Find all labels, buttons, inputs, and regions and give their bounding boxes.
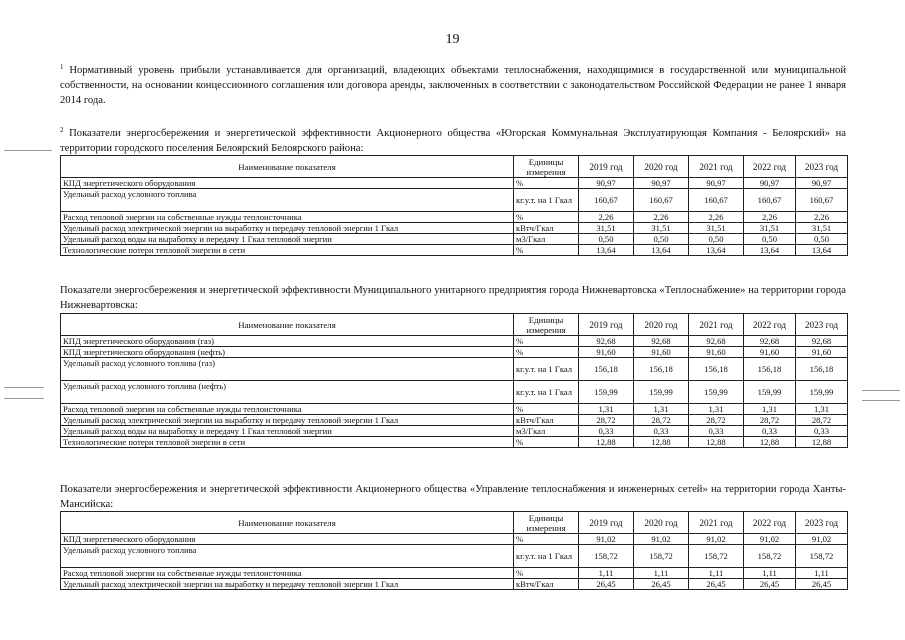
indicator-unit: кг.у.т. на 1 Гкал	[514, 189, 579, 212]
column-header-year: 2023 год	[796, 512, 848, 534]
table-row	[61, 336, 848, 347]
indicator-value: 158,72	[796, 545, 848, 568]
indicator-value: 160,67	[744, 189, 796, 212]
section-3-text: Показатели энергосбережения и энергетической эффективности Акционерного общества «Управление теплоснабжения и инженерных сетей» на территории города Ханты-Мансийска:	[60, 484, 846, 510]
indicators-table-beloyarsky	[60, 155, 848, 256]
table-row	[61, 234, 848, 245]
indicator-value: 1,31	[744, 404, 796, 415]
indicator-value: 91,02	[796, 534, 848, 545]
indicator-name: Удельный расход воды на выработку и передачу 1 Гкал тепловой энергии	[61, 234, 514, 245]
indicator-value: 91,02	[634, 534, 689, 545]
indicator-value: 13,64	[634, 245, 689, 256]
table-header-row	[61, 314, 848, 336]
indicator-value: 158,72	[744, 545, 796, 568]
column-header-year: 2022 год	[744, 156, 796, 178]
table-row	[61, 437, 848, 448]
indicator-value: 31,51	[634, 223, 689, 234]
column-header-year: 2020 год	[634, 314, 689, 336]
indicator-value: 92,68	[634, 336, 689, 347]
indicator-value: 1,31	[796, 404, 848, 415]
scan-artifact	[862, 400, 900, 401]
indicator-value: 1,31	[579, 404, 634, 415]
footnote-1	[60, 63, 846, 108]
indicator-value: 160,67	[634, 189, 689, 212]
indicator-value: 1,11	[744, 568, 796, 579]
indicator-value: 12,88	[744, 437, 796, 448]
column-header-year: 2022 год	[744, 512, 796, 534]
indicator-name: Удельный расход условного топлива (нефть)	[61, 381, 514, 404]
footnote-mark: 1	[60, 63, 64, 71]
indicator-unit: %	[514, 245, 579, 256]
table-row	[61, 212, 848, 223]
column-header-year: 2023 год	[796, 314, 848, 336]
table-header-row	[61, 512, 848, 534]
indicator-unit: %	[514, 178, 579, 189]
indicator-value: 31,51	[579, 223, 634, 234]
table-row	[61, 534, 848, 545]
indicator-value: 1,31	[689, 404, 744, 415]
indicator-value: 156,18	[796, 358, 848, 381]
indicator-value: 1,11	[796, 568, 848, 579]
scan-artifact	[4, 150, 52, 151]
column-header-year: 2019 год	[579, 314, 634, 336]
indicator-unit: %	[514, 212, 579, 223]
indicator-value: 12,88	[796, 437, 848, 448]
indicator-value: 159,99	[579, 381, 634, 404]
indicator-name: Удельный расход условного топлива	[61, 545, 514, 568]
table-header-row	[61, 156, 848, 178]
indicator-value: 91,60	[579, 347, 634, 358]
indicator-value: 12,88	[579, 437, 634, 448]
indicator-value: 0,50	[796, 234, 848, 245]
indicator-unit: %	[514, 336, 579, 347]
indicator-value: 26,45	[689, 579, 744, 590]
column-header-name: Наименование показателя	[61, 512, 514, 534]
indicator-name: КПД энергетического оборудования	[61, 534, 514, 545]
scan-artifact	[4, 398, 44, 399]
indicator-value: 160,67	[796, 189, 848, 212]
indicator-name: Расход тепловой энергии на собственные нужды теплоисточника	[61, 568, 514, 579]
indicator-value: 158,72	[579, 545, 634, 568]
indicator-value: 91,60	[634, 347, 689, 358]
indicator-value: 13,64	[796, 245, 848, 256]
column-header-year: 2019 год	[579, 156, 634, 178]
table-row	[61, 404, 848, 415]
table-row	[61, 381, 848, 404]
indicator-name: Удельный расход электрической энергии на выработку и передачу тепловой энергии 1 Гкал	[61, 415, 514, 426]
indicator-name: Расход тепловой энергии на собственные нужды теплоисточника	[61, 404, 514, 415]
indicator-value: 28,72	[744, 415, 796, 426]
indicator-value: 0,33	[579, 426, 634, 437]
indicator-value: 1,11	[634, 568, 689, 579]
indicator-value: 0,33	[796, 426, 848, 437]
indicator-unit: %	[514, 534, 579, 545]
indicator-unit: кВтч/Гкал	[514, 223, 579, 234]
table-row	[61, 223, 848, 234]
table-row	[61, 426, 848, 437]
indicator-value: 90,97	[796, 178, 848, 189]
indicator-value: 159,99	[634, 381, 689, 404]
indicator-value: 2,26	[579, 212, 634, 223]
table-row	[61, 579, 848, 590]
indicator-value: 159,99	[689, 381, 744, 404]
indicator-value: 2,26	[689, 212, 744, 223]
indicator-value: 91,60	[689, 347, 744, 358]
indicator-value: 158,72	[689, 545, 744, 568]
indicator-unit: кВтч/Гкал	[514, 415, 579, 426]
indicator-name: Технологические потери тепловой энергии в сети	[61, 245, 514, 256]
column-header-unit: Единицы измерения	[514, 314, 579, 336]
column-header-year: 2021 год	[689, 156, 744, 178]
indicator-unit: кг.у.т. на 1 Гкал	[514, 545, 579, 568]
indicator-name: КПД энергетического оборудования (газ)	[61, 336, 514, 347]
table-row	[61, 415, 848, 426]
indicator-value: 2,26	[744, 212, 796, 223]
footnote-1-text: Нормативный уровень прибыли устанавливается для организаций, владеющих объектами теплоснабжения, находящимися в государственной или муниципальной собственности, на основании концессионного соглашения или договора аренды, заключенных в соответствии с законодательством Российской Федерации не ранее 1 января 2014 года.	[60, 65, 846, 106]
section-2-text: Показатели энергосбережения и энергетической эффективности Муниципального унитарного предприятия города Нижневартовска «Теплоснабжение» на территории города Нижневартовска:	[60, 285, 846, 311]
scan-artifact	[862, 390, 900, 391]
indicator-name: Удельный расход электрической энергии на выработку и передачу тепловой энергии 1 Гкал	[61, 223, 514, 234]
indicators-table-nizhnevartovsk	[60, 313, 848, 448]
indicator-value: 91,02	[744, 534, 796, 545]
column-header-year: 2023 год	[796, 156, 848, 178]
indicator-value: 156,18	[744, 358, 796, 381]
indicator-value: 12,88	[634, 437, 689, 448]
section-1-text: Показатели энергосбережения и энергетической эффективности Акционерного общества «Югорская Коммунальная Эксплуатирующая Компания - Белоярский» на территории городского поселения Белоярский Белоярского района:	[60, 128, 846, 154]
indicators-table-khanty-mansiysk	[60, 511, 848, 590]
column-header-year: 2022 год	[744, 314, 796, 336]
indicator-name: Удельный расход электрической энергии на выработку и передачу тепловой энергии 1 Гкал	[61, 579, 514, 590]
indicator-value: 156,18	[689, 358, 744, 381]
indicator-value: 156,18	[634, 358, 689, 381]
indicator-value: 31,51	[796, 223, 848, 234]
indicator-value: 31,51	[744, 223, 796, 234]
column-header-name: Наименование показателя	[61, 156, 514, 178]
page-number: 19	[445, 32, 460, 47]
indicator-value: 159,99	[744, 381, 796, 404]
indicator-value: 156,18	[579, 358, 634, 381]
indicator-value: 159,99	[796, 381, 848, 404]
indicator-value: 91,60	[796, 347, 848, 358]
table-row	[61, 347, 848, 358]
indicator-value: 90,97	[689, 178, 744, 189]
indicator-value: 0,33	[744, 426, 796, 437]
indicator-unit: м3/Гкал	[514, 234, 579, 245]
indicator-unit: %	[514, 568, 579, 579]
indicator-name: КПД энергетического оборудования (нефть)	[61, 347, 514, 358]
indicator-value: 12,88	[689, 437, 744, 448]
table-row	[61, 245, 848, 256]
indicator-name: Удельный расход условного топлива (газ)	[61, 358, 514, 381]
indicator-value: 0,33	[634, 426, 689, 437]
scan-artifact	[4, 387, 44, 388]
indicator-value: 28,72	[579, 415, 634, 426]
indicator-value: 91,02	[579, 534, 634, 545]
indicator-value: 91,02	[689, 534, 744, 545]
indicator-value: 26,45	[796, 579, 848, 590]
section-1-heading	[60, 126, 846, 156]
indicator-value: 31,51	[689, 223, 744, 234]
indicator-value: 26,45	[579, 579, 634, 590]
indicator-value: 13,64	[579, 245, 634, 256]
column-header-unit: Единицы измерения	[514, 156, 579, 178]
indicator-value: 28,72	[689, 415, 744, 426]
indicator-value: 2,26	[634, 212, 689, 223]
section-2-heading	[60, 283, 846, 313]
column-header-year: 2021 год	[689, 314, 744, 336]
section-3-heading	[60, 482, 846, 512]
indicator-value: 1,11	[689, 568, 744, 579]
indicator-value: 90,97	[579, 178, 634, 189]
indicator-value: 2,26	[796, 212, 848, 223]
indicator-value: 91,60	[744, 347, 796, 358]
indicator-unit: кг.у.т. на 1 Гкал	[514, 358, 579, 381]
indicator-value: 1,11	[579, 568, 634, 579]
column-header-name: Наименование показателя	[61, 314, 514, 336]
column-header-year: 2020 год	[634, 512, 689, 534]
indicator-value: 0,50	[634, 234, 689, 245]
indicator-name: КПД энергетического оборудования	[61, 178, 514, 189]
indicator-value: 13,64	[689, 245, 744, 256]
table-row	[61, 358, 848, 381]
indicator-value: 90,97	[744, 178, 796, 189]
indicator-value: 158,72	[634, 545, 689, 568]
column-header-year: 2020 год	[634, 156, 689, 178]
indicator-value: 92,68	[796, 336, 848, 347]
table-row	[61, 189, 848, 212]
indicator-value: 13,64	[744, 245, 796, 256]
indicator-unit: м3/Гкал	[514, 426, 579, 437]
indicator-value: 28,72	[634, 415, 689, 426]
indicator-value: 0,33	[689, 426, 744, 437]
indicator-value: 0,50	[689, 234, 744, 245]
indicator-unit: кг.у.т. на 1 Гкал	[514, 381, 579, 404]
footnote-mark: 2	[60, 126, 64, 134]
indicator-unit: %	[514, 347, 579, 358]
indicator-name: Расход тепловой энергии на собственные нужды теплоисточника	[61, 212, 514, 223]
indicator-value: 28,72	[796, 415, 848, 426]
indicator-name: Удельный расход условного топлива	[61, 189, 514, 212]
indicator-value: 1,31	[634, 404, 689, 415]
indicator-value: 160,67	[689, 189, 744, 212]
indicator-unit: кВтч/Гкал	[514, 579, 579, 590]
indicator-value: 92,68	[689, 336, 744, 347]
table-row	[61, 545, 848, 568]
indicator-value: 92,68	[744, 336, 796, 347]
indicator-value: 160,67	[579, 189, 634, 212]
indicator-name: Технологические потери тепловой энергии в сети	[61, 437, 514, 448]
indicator-value: 0,50	[579, 234, 634, 245]
indicator-value: 26,45	[744, 579, 796, 590]
column-header-unit: Единицы измерения	[514, 512, 579, 534]
table-row	[61, 178, 848, 189]
column-header-year: 2019 год	[579, 512, 634, 534]
table-row	[61, 568, 848, 579]
indicator-unit: %	[514, 437, 579, 448]
indicator-value: 92,68	[579, 336, 634, 347]
indicator-name: Удельный расход воды на выработку и передачу 1 Гкал тепловой энергии	[61, 426, 514, 437]
column-header-year: 2021 год	[689, 512, 744, 534]
indicator-value: 90,97	[634, 178, 689, 189]
indicator-value: 0,50	[744, 234, 796, 245]
indicator-unit: %	[514, 404, 579, 415]
indicator-value: 26,45	[634, 579, 689, 590]
